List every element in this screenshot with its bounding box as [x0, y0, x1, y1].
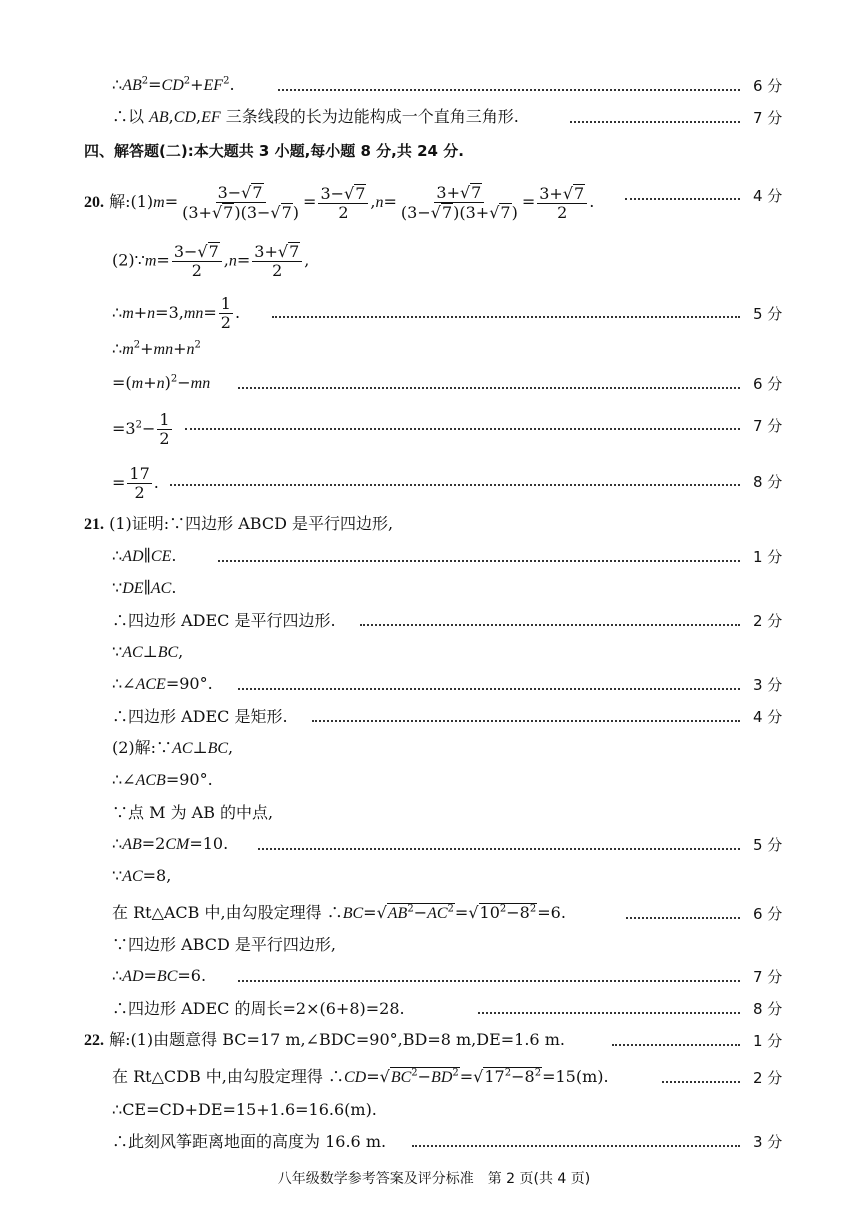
proof-step: ∵AC=8,: [112, 866, 172, 885]
proof-step: ∴AD=BC=6.: [112, 966, 207, 985]
answer-line: [0, 1128, 868, 1158]
math-expression: = $\frac{17}{2}$ .: [112, 464, 159, 502]
score-label: 8 分: [753, 1000, 783, 1018]
proof-step: ∵AC⊥BC,: [112, 642, 184, 661]
score-label: 6 分: [753, 375, 783, 393]
proof-step: ∴四边形 ADEC 的周长=2×(6+8)=28.: [112, 999, 405, 1018]
score-label: 7 分: [753, 968, 783, 986]
leader-dots: [272, 316, 740, 318]
score-label: 2 分: [753, 612, 783, 630]
leader-dots: [238, 980, 740, 982]
leader-dots: [312, 720, 740, 722]
section-title: 四、解答题(二):本大题共 3 小题,每小题 8 分,共 24 分.: [84, 142, 464, 160]
answer-line: [0, 104, 868, 134]
answer-line: [0, 406, 868, 450]
proof-step: ∵DE∥AC.: [112, 578, 177, 597]
score-label: 8 分: [753, 473, 783, 491]
answer-line: [0, 1027, 868, 1057]
score-label: 2 分: [753, 1069, 783, 1087]
proof-step: 在 Rt△ACB 中,由勾股定理得 $\therefore BC=√AB^2-AC^2=√10^2-8^2=6$.: [112, 903, 566, 922]
leader-dots: [412, 1145, 740, 1147]
leader-dots: [278, 89, 740, 91]
text-fragment: 点 M 为 AB 的中点,: [128, 803, 274, 822]
score-label: 6 分: [753, 905, 783, 923]
leader-dots: [570, 121, 740, 123]
text-fragment: 四边形 ADEC 是矩形.: [128, 707, 288, 726]
leader-dots: [170, 484, 740, 486]
proof-step: ∴AD∥CE.: [112, 546, 177, 565]
text-fragment: 四边形 ABCD 是平行四边形,: [185, 514, 394, 533]
proof-step: 21. (1)证明:∵四边形 ABCD 是平行四边形,: [84, 514, 394, 533]
answer-line: [0, 290, 868, 334]
text-fragment: 四边形 ABCD 是平行四边形,: [128, 935, 336, 954]
text-fragment: CE=CD+DE=15+1.6=16.6(m).: [122, 1100, 377, 1119]
text-fragment: 在 Rt△ACB 中,由勾股定理得: [112, 903, 322, 922]
score-label: 1 分: [753, 548, 783, 566]
math-expression: $\therefore AB^2=CD^2+EF^2$.: [112, 75, 235, 94]
answer-line: [0, 336, 868, 366]
leader-dots: [612, 1044, 740, 1046]
text-fragment: 在 Rt△CDB 中,由勾股定理得: [112, 1067, 323, 1086]
score-label: 3 分: [753, 1133, 783, 1151]
leader-dots: [218, 560, 740, 562]
score-label: 1 分: [753, 1032, 783, 1050]
answer-line: [0, 370, 868, 400]
answer-line: [0, 460, 868, 504]
leader-dots: [626, 917, 740, 919]
answer-line: [0, 863, 868, 893]
proof-step: (2)解:∵AC⊥BC,: [112, 738, 234, 757]
answer-line: [0, 703, 868, 733]
answer-line: [0, 178, 868, 224]
score-label: 4 分: [753, 187, 783, 205]
answer-line: [0, 896, 868, 930]
leader-dots: [662, 1081, 740, 1083]
score-label: 4 分: [753, 708, 783, 726]
score-label: 7 分: [753, 109, 783, 127]
answer-line: [0, 1096, 868, 1126]
proof-step: ∵四边形 ABCD 是平行四边形,: [112, 935, 336, 954]
answer-line: [0, 238, 868, 282]
math-expression: $\therefore m^2+mn+n^2$: [112, 339, 201, 358]
text-fragment: 三条线段的长为边能构成一个直角三角形.: [225, 107, 519, 126]
answer-line: [0, 995, 868, 1025]
score-label: 6 分: [753, 77, 783, 95]
text-fragment: 四边形 ADEC 的周长=2×(6+8)=28.: [128, 999, 405, 1018]
proof-step: 在 Rt△CDB 中,由勾股定理得 $\therefore CD=√BC^2-BD^2=√17^2-8^2=15(m)$.: [112, 1067, 609, 1086]
conclusion-text: ∴以 AB,CD,EF 三条线段的长为边能构成一个直角三角形.: [112, 107, 519, 126]
text-fragment: 此刻风筝距离地面的高度为 16.6 m.: [128, 1132, 387, 1151]
answer-line: [0, 575, 868, 605]
score-label: 3 分: [753, 676, 783, 694]
math-expression: 20. 解:(1)m= $\frac{3-√7}{(3+√7)(3-√7)}$ = $\frac{3-√7}{2}$ ,n= $\frac{3+√7}{(3-√7)(3+√7)}$ = $\frac{3+√7}{2}$ .: [84, 183, 595, 222]
answer-line: [0, 931, 868, 961]
leader-dots: [625, 198, 740, 200]
answer-line: [0, 799, 868, 829]
math-expression: (2)∵m= $\frac{3-√7}{2}$ ,n= $\frac{3+√7}{2}$ ,: [112, 242, 310, 280]
answer-line: [0, 767, 868, 797]
proof-step: ∴四边形 ADEC 是矩形.: [112, 707, 288, 726]
proof-step: 22. 解:(1)由题意得 BC=17 m,∠BDC=90°,BD=8 m,DE=1.6 m.: [84, 1030, 565, 1049]
leader-dots: [258, 848, 740, 850]
proof-step: ∵点 M 为 AB 的中点,: [112, 803, 274, 822]
text-fragment: 解:(1)由题意得 BC=17 m,∠BDC=90°,BD=8 m,DE=1.6 m.: [109, 1030, 565, 1049]
proof-step: ∴CE=CD+DE=15+1.6=16.6(m).: [112, 1100, 377, 1119]
answer-line: [0, 831, 868, 861]
answer-line: [0, 1060, 868, 1094]
answer-line: [0, 671, 868, 701]
math-expression: $=(m+n)^2-mn$: [112, 373, 211, 392]
answer-line: [0, 511, 868, 541]
answer-line: [0, 963, 868, 993]
answer-line: [0, 543, 868, 573]
leader-dots: [238, 688, 740, 690]
proof-step: ∴此刻风筝距离地面的高度为 16.6 m.: [112, 1132, 387, 1151]
page-footer: 八年级数学参考答案及评分标准 第 2 页(共 4 页): [277, 1171, 591, 1187]
answer-line: [0, 639, 868, 669]
proof-step: ∴∠ACE=90°.: [112, 674, 213, 693]
answer-line: [0, 72, 868, 102]
proof-step: ∴四边形 ADEC 是平行四边形.: [112, 611, 336, 630]
answer-line: [0, 735, 868, 765]
leader-dots: [360, 624, 740, 626]
score-label: 7 分: [753, 417, 783, 435]
proof-step: ∴∠ACB=90°.: [112, 770, 213, 789]
score-label: 5 分: [753, 305, 783, 323]
math-expression: ∴m+n=3,mn= $\frac{1}{2}$ .: [112, 294, 241, 332]
proof-step: ∴AB=2CM=10.: [112, 834, 229, 853]
text-fragment: 四边形 ADEC 是平行四边形.: [128, 611, 336, 630]
answer-line: [0, 607, 868, 637]
leader-dots: [238, 387, 740, 389]
leader-dots: [185, 428, 740, 430]
leader-dots: [478, 1012, 740, 1014]
section-heading: [0, 137, 868, 167]
score-label: 5 分: [753, 836, 783, 854]
math-expression: $=3^2-$ $\frac{1}{2}$: [112, 410, 170, 448]
